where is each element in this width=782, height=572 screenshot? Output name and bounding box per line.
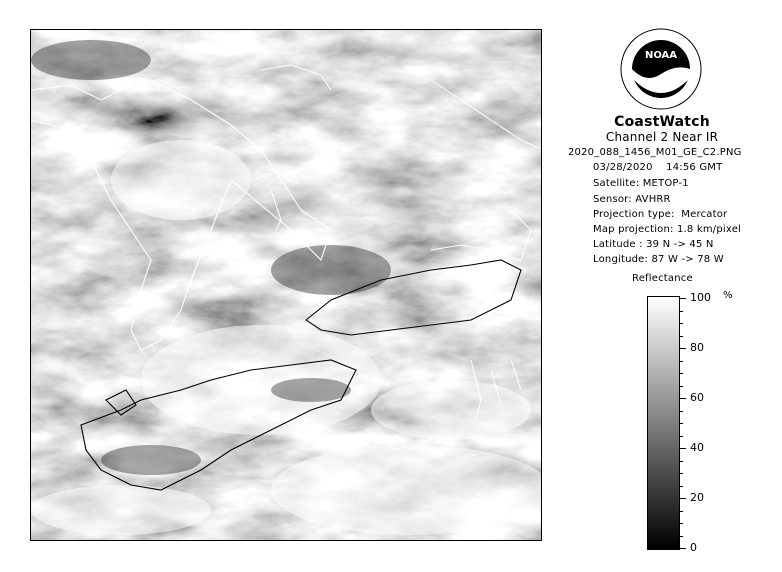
colorbar-major-tick (680, 298, 686, 299)
colorbar-tick-label: 60 (690, 391, 704, 404)
colorbar-minor-tick (680, 423, 683, 424)
projection-type-label: Projection type: Mercator (593, 209, 728, 220)
colorbar-tick-label: 0 (690, 541, 697, 554)
satellite-label: Satellite: METOP-1 (593, 178, 689, 189)
logo-text: NOAA (644, 50, 678, 61)
colorbar-minor-tick (680, 486, 683, 487)
colorbar-tick-label: 80 (690, 341, 704, 354)
satellite-image-graphic (31, 30, 542, 541)
colorbar-minor-tick (680, 323, 683, 324)
colorbar-minor-tick (680, 461, 683, 462)
colorbar-minor-tick (680, 361, 683, 362)
colorbar-tick-label: 100 (690, 291, 711, 304)
satellite-image (30, 29, 542, 541)
subtitle: Channel 2 Near IR (605, 130, 719, 144)
colorbar (647, 296, 680, 550)
colorbar-minor-tick (680, 436, 683, 437)
filename: 2020_088_1456_M01_GE_C2.PNG (568, 147, 742, 158)
colorbar-major-tick (680, 398, 686, 399)
noaa-logo-icon (620, 28, 702, 110)
colorbar-minor-tick (680, 473, 683, 474)
colorbar-major-tick (680, 448, 686, 449)
colorbar-minor-tick (680, 536, 683, 537)
colorbar-minor-tick (680, 336, 683, 337)
map-projection-label: Map projection: 1.8 km/pixel (593, 224, 742, 235)
colorbar-minor-tick (680, 511, 683, 512)
datetime: 03/28/2020 14:56 GMT (593, 162, 723, 173)
colorbar-minor-tick (680, 373, 683, 374)
colorbar-major-tick (680, 348, 686, 349)
colorbar-minor-tick (680, 311, 683, 312)
colorbar-unit: % (723, 290, 733, 301)
colorbar-major-tick (680, 548, 686, 549)
colorbar-major-tick (680, 498, 686, 499)
latitude-label: Latitude : 39 N -> 45 N (593, 239, 714, 250)
colorbar-label: Reflectance (632, 273, 693, 284)
colorbar-tick-label: 40 (690, 441, 704, 454)
colorbar-minor-tick (680, 386, 683, 387)
colorbar-minor-tick (680, 411, 683, 412)
title: CoastWatch (614, 114, 710, 130)
colorbar-tick-label: 20 (690, 491, 704, 504)
sensor-label: Sensor: AVHRR (593, 194, 671, 205)
colorbar-minor-tick (680, 523, 683, 524)
longitude-label: Longitude: 87 W -> 78 W (593, 254, 724, 265)
